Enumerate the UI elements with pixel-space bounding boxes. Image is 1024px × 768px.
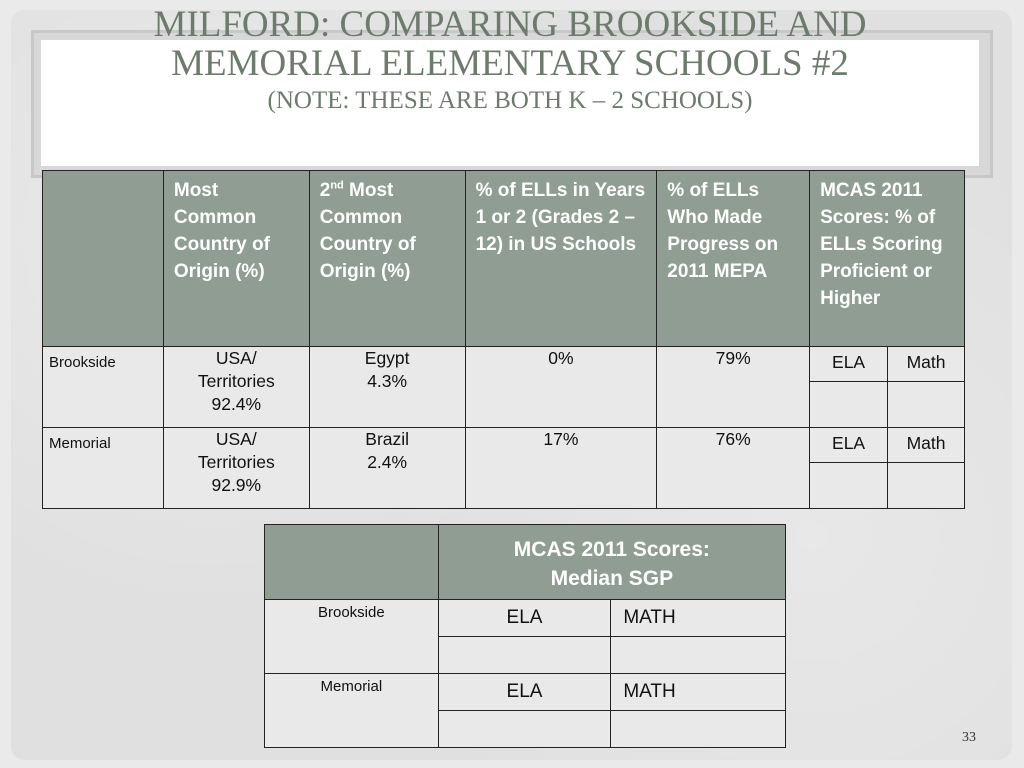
pct-progress-cell: 76% — [657, 428, 810, 509]
country1-name-cont: Territories — [197, 452, 275, 472]
school-name-cell: Brookside — [265, 600, 439, 674]
header-col2-sup: nd — [330, 179, 344, 192]
page-number: 33 — [962, 730, 976, 745]
ell-comparison-table — [42, 170, 965, 509]
header-country-of-origin: Most Common Country of Origin (%) — [163, 171, 309, 347]
header-ells-progress-mepa: % of ELLs Who Made Progress on 2011 MEPA — [657, 171, 810, 347]
header-col2-rest: Most Common Country of Origin (%) — [319, 180, 416, 282]
country2-name: Egypt — [364, 348, 410, 368]
ela-value-cell — [810, 382, 888, 428]
country2-cell — [309, 347, 465, 428]
math-value-cell — [611, 637, 786, 674]
title-line-1: MILFORD: COMPARING BROOKSIDE AND — [153, 4, 867, 45]
sgp-header-cell — [438, 525, 785, 600]
ela-label-cell: ELA — [810, 347, 888, 382]
sgp-header-line-1: MCAS 2011 Scores: — [513, 538, 710, 561]
table-row — [43, 428, 965, 463]
ela-value-cell — [438, 711, 611, 748]
country2-cell — [309, 428, 465, 509]
school-name-cell: Memorial — [265, 674, 439, 748]
math-value-cell — [888, 463, 965, 509]
math-label-cell: MATH — [611, 674, 786, 711]
ela-label-cell: ELA — [438, 674, 611, 711]
country2-pct: 2.4% — [367, 452, 408, 472]
table-header-row — [43, 171, 965, 347]
country1-name: USA/ — [215, 429, 257, 449]
header-corner-cell — [43, 171, 164, 347]
math-label-cell: MATH — [611, 600, 786, 637]
header-col2-prefix: 2 — [319, 180, 331, 201]
ela-label-cell: ELA — [438, 600, 611, 637]
school-name-cell: Brookside — [43, 347, 164, 428]
table-row — [265, 600, 786, 637]
country2-pct: 4.3% — [367, 371, 408, 391]
pct-progress-cell: 79% — [657, 347, 810, 428]
sgp-header-line-2: Median SGP — [550, 567, 674, 590]
table-row — [43, 347, 965, 382]
school-name-cell: Memorial — [43, 428, 164, 509]
header-mcas-proficient: MCAS 2011 Scores: % of ELLs Scoring Proficient or Higher — [810, 171, 965, 347]
math-label-cell: Math — [888, 347, 965, 382]
country1-name-cont: Territories — [197, 371, 275, 391]
country1-cell — [163, 428, 309, 509]
median-sgp-table — [264, 524, 786, 748]
math-value-cell — [888, 382, 965, 428]
sgp-header-row — [265, 525, 786, 600]
country1-name: USA/ — [215, 348, 257, 368]
ela-value-cell — [810, 463, 888, 509]
math-value-cell — [611, 711, 786, 748]
country1-cell — [163, 347, 309, 428]
country2-name: Brazil — [365, 429, 410, 449]
ela-value-cell — [438, 637, 611, 674]
title-note: (NOTE: THESE ARE BOTH K – 2 SCHOOLS) — [267, 86, 753, 114]
title-line-2: MEMORIAL ELEMENTARY SCHOOLS #2 — [171, 42, 849, 84]
pct-years-cell: 0% — [465, 347, 657, 428]
country1-pct: 92.4% — [211, 394, 262, 414]
ela-label-cell: ELA — [810, 428, 888, 463]
header-second-country-of-origin — [309, 171, 465, 347]
sgp-header-corner-cell — [265, 525, 439, 600]
math-label-cell: Math — [888, 428, 965, 463]
table-row — [265, 674, 786, 711]
country1-pct: 92.9% — [211, 475, 262, 495]
pct-years-cell: 17% — [465, 428, 657, 509]
slide-title — [41, 6, 979, 114]
header-ells-years-1-2: % of ELLs in Years 1 or 2 (Grades 2 – 12) in US Schools — [465, 171, 657, 347]
